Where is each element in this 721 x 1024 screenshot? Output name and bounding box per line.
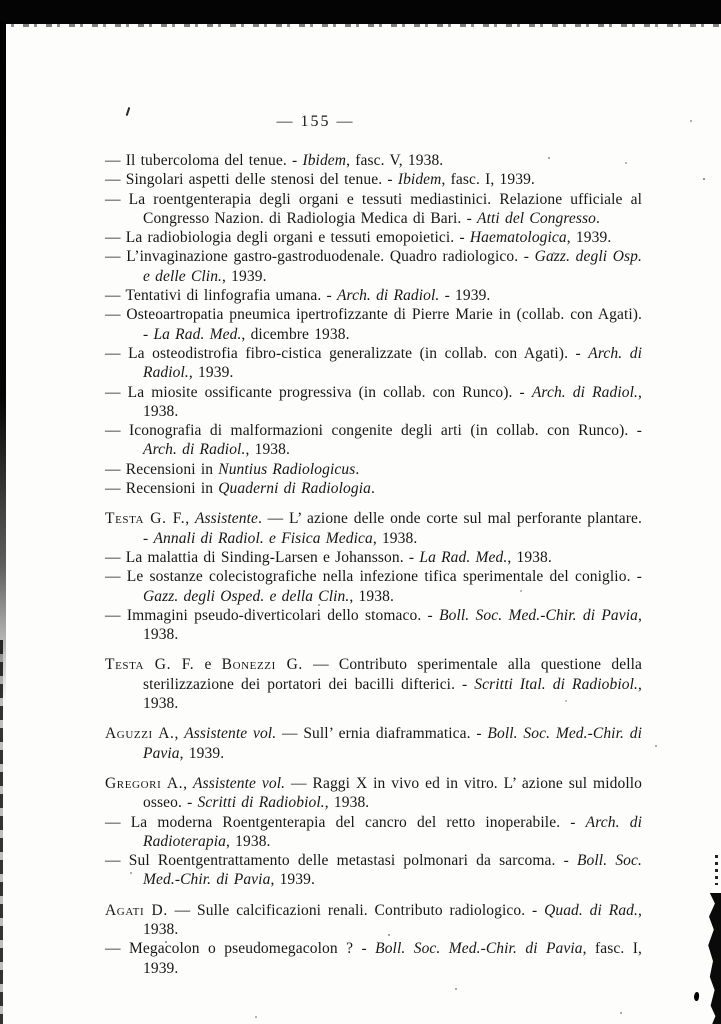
text-segment: e xyxy=(194,656,222,674)
text-segment: — La osteodistrofia fibro-cistica generalizzate (in collab. con Agati). - xyxy=(105,344,589,362)
bibliography-entry xyxy=(105,421,642,460)
text-segment: Arch. di Radioterapia xyxy=(143,813,642,850)
bibliography-entry xyxy=(105,170,642,189)
text-segment: , 1939. xyxy=(270,871,315,889)
bibliography-entry xyxy=(105,383,642,422)
text-segment: , 1938. xyxy=(143,675,642,713)
text-segment: Atti del Congresso xyxy=(477,209,597,227)
text-segment: Assistente xyxy=(194,510,258,528)
text-segment: Aguzzi A. xyxy=(105,725,175,743)
text-segment: — Il tubercoloma del tenue. - xyxy=(105,152,303,169)
bibliography-entry xyxy=(105,344,642,383)
text-segment: , 1939. xyxy=(188,364,234,382)
text-segment: , 1938. xyxy=(324,794,370,812)
bibliography-entry xyxy=(105,151,642,170)
text-segment: — Immagini pseudo-diverticolari dello stomaco. - xyxy=(105,606,440,624)
text-segment: — La roentgenterapia degli organi e tessuti mediastinici. Relazione ufficiale al Congresso Nazion. di Radiologia Medica di Bari. - xyxy=(105,190,642,227)
text-segment: La Rad. Med. xyxy=(419,548,508,566)
text-segment: — Contributo sperimentale alla questione della sterilizzazione dei portatori dei bacilli difterici. - xyxy=(143,656,642,693)
text-segment: Testa G. F. xyxy=(105,656,195,674)
text-segment: Boll. Soc. Med.-Chir. di Pavia xyxy=(375,940,583,958)
bibliography xyxy=(105,151,642,978)
bibliography-group xyxy=(105,901,642,978)
scan-artifact-right-specks xyxy=(715,855,718,885)
bibliography-entry xyxy=(105,286,642,305)
scan-artifact-left-edge xyxy=(0,22,6,702)
text-segment: Quad. di Rad. xyxy=(544,901,638,919)
scan-artifact-right-blotch xyxy=(705,893,721,1024)
text-segment: . — L’ azione delle onde corte sul mal perforante plantare. - xyxy=(143,510,642,547)
bibliography-entry xyxy=(105,567,642,606)
text-segment: , fasc. V, 1938. xyxy=(346,152,444,169)
text-segment: . xyxy=(355,460,360,478)
text-segment: , 1938. xyxy=(372,529,418,547)
text-segment: , 1939. xyxy=(222,267,267,285)
scan-artifact-ink-dot xyxy=(693,992,699,1002)
text-segment: , fasc. I, 1939. xyxy=(441,171,535,189)
text-segment: , 1938. xyxy=(226,832,271,850)
text-segment: Testa G. F. xyxy=(105,510,186,528)
text-segment: Assistente vol. xyxy=(184,725,277,743)
bibliography-entry xyxy=(105,460,642,479)
text-segment: Gazz. degli Osped. e della Clin. xyxy=(143,587,350,605)
text-segment: — Sulle calcificazioni renali. Contributo radiologico. - xyxy=(167,901,545,919)
text-segment: , 1938. xyxy=(143,606,642,644)
bibliography-entry xyxy=(105,190,642,229)
bibliography-entry xyxy=(105,479,642,498)
text-segment: Haematologica xyxy=(469,229,567,247)
text-segment: , 1938. xyxy=(245,441,290,459)
text-segment: Assistente vol. xyxy=(193,774,286,792)
bibliography-entry xyxy=(105,509,642,548)
text-segment: Scritti Ital. di Radiobiol. xyxy=(474,675,639,693)
text-segment: - 1939. xyxy=(439,287,491,305)
text-segment: Ibidem xyxy=(302,152,347,169)
text-segment: — La malattia di Sinding-Larsen e Johansson. - xyxy=(105,548,420,566)
text-segment: , xyxy=(185,510,195,528)
text-segment: Bonezzi G. xyxy=(221,656,303,674)
scan-artifact-stray-mark xyxy=(126,107,131,116)
text-segment: , 1939. xyxy=(179,744,225,762)
text-segment: Boll. Soc. Med.-Chir. di Pavia xyxy=(439,606,639,624)
text-segment: — Iconografia di malformazioni congenite degli arti (in collab. con Runco). - xyxy=(105,422,642,440)
text-segment: — Osteoartropatia pneumica ipertrofizzante di Pierre Marie in (collab. con Agati). - xyxy=(105,306,642,343)
text-segment: , fasc. I, 1939. xyxy=(143,940,642,977)
bibliography-entry xyxy=(105,655,642,713)
text-segment: , xyxy=(174,725,185,743)
text-segment: — La radiobiologia degli organi e tessuti emopoietici. - xyxy=(105,229,470,247)
bibliography-entry xyxy=(105,774,642,813)
bibliography-entry xyxy=(105,813,642,852)
text-segment: , 1938. xyxy=(143,901,642,938)
bibliography-entry xyxy=(105,606,642,645)
bibliography-entry xyxy=(105,901,642,940)
bibliography-entry xyxy=(105,548,642,567)
text-segment: Arch. di Radiol. xyxy=(143,344,642,382)
text-segment: Gregori A. xyxy=(105,774,184,792)
bibliography-group xyxy=(105,655,642,713)
text-segment: Arch. di Radiol. xyxy=(531,383,638,401)
bibliography-entry xyxy=(105,939,642,978)
text-segment: Scritti di Radiobiol. xyxy=(197,794,325,812)
text-segment: La Rad. Med. xyxy=(153,325,242,343)
text-segment: — Sul Roentgentrattamento delle metastasi polmonari da sarcoma. - xyxy=(105,852,577,870)
text-segment: . xyxy=(596,209,601,227)
bibliography-entry xyxy=(105,851,642,890)
bibliography-entry xyxy=(105,228,642,247)
text-segment: — L’invaginazione gastro-gastroduodenale. Quadro radiologico. - xyxy=(105,248,535,266)
bibliography-entry xyxy=(105,305,642,344)
text-segment: — Recensioni in xyxy=(105,480,219,498)
text-segment: — Singolari aspetti delle stenosi del tenue. - xyxy=(105,171,398,189)
text-segment: Quaderni di Radiologia xyxy=(218,480,371,498)
text-segment: , dicembre 1938. xyxy=(241,325,350,343)
text-segment: Boll. Soc. Med.-Chir. di Pavia xyxy=(143,852,642,889)
page-number: — 155 — xyxy=(276,113,355,130)
text-segment: Boll. Soc. Med.-Chir. di Pavia xyxy=(143,725,642,762)
text-segment: Gazz. degli Osp. e delle Clin. xyxy=(143,248,642,285)
text-segment: Annali di Radiol. e Fisica Medica xyxy=(153,529,373,547)
text-segment: Ibidem xyxy=(397,171,442,189)
text-segment: , 1938. xyxy=(349,587,394,605)
text-segment: , xyxy=(183,774,194,792)
bibliography-entry xyxy=(105,724,642,763)
scan-artifact-top-bar xyxy=(0,0,721,24)
bibliography-group xyxy=(105,509,642,644)
text-segment: Arch. di Radiol. xyxy=(143,441,246,459)
text-segment: , 1938. xyxy=(507,548,552,566)
text-segment: , 1938. xyxy=(143,383,642,420)
bibliography-entry xyxy=(105,247,642,286)
text-segment: — La miosite ossificante progressiva (in collab. con Runco). - xyxy=(105,383,532,401)
text-segment: , 1939. xyxy=(566,229,612,247)
text-segment: Nuntius Radiologicus xyxy=(218,460,356,478)
bibliography-group xyxy=(105,774,642,890)
text-segment: Agati D. xyxy=(105,901,168,919)
text-segment: — La moderna Roentgenterapia del cancro del retto inoperabile. - xyxy=(105,813,586,831)
scan-artifact-left-edge-lower xyxy=(0,640,3,1024)
text-segment: — Sull’ ernia diaframmatica. - xyxy=(276,725,488,743)
text-segment: — Megacolon o pseudomegacolon ? - xyxy=(105,940,376,958)
text-segment: Arch. di Radiol. xyxy=(336,287,440,305)
text-segment: — Raggi X in vivo ed in vitro. L’ azione sul midollo osseo. - xyxy=(143,774,642,812)
bibliography-group xyxy=(105,151,642,498)
text-segment: — Tentativi di linfografia umana. - xyxy=(105,287,337,305)
bibliography-group xyxy=(105,724,642,763)
text-segment: . xyxy=(370,480,375,498)
text-segment: — Le sostanze colecistografiche nella infezione tifica sperimentale del coniglio. - xyxy=(105,568,642,586)
text-segment: — Recensioni in xyxy=(105,460,219,478)
